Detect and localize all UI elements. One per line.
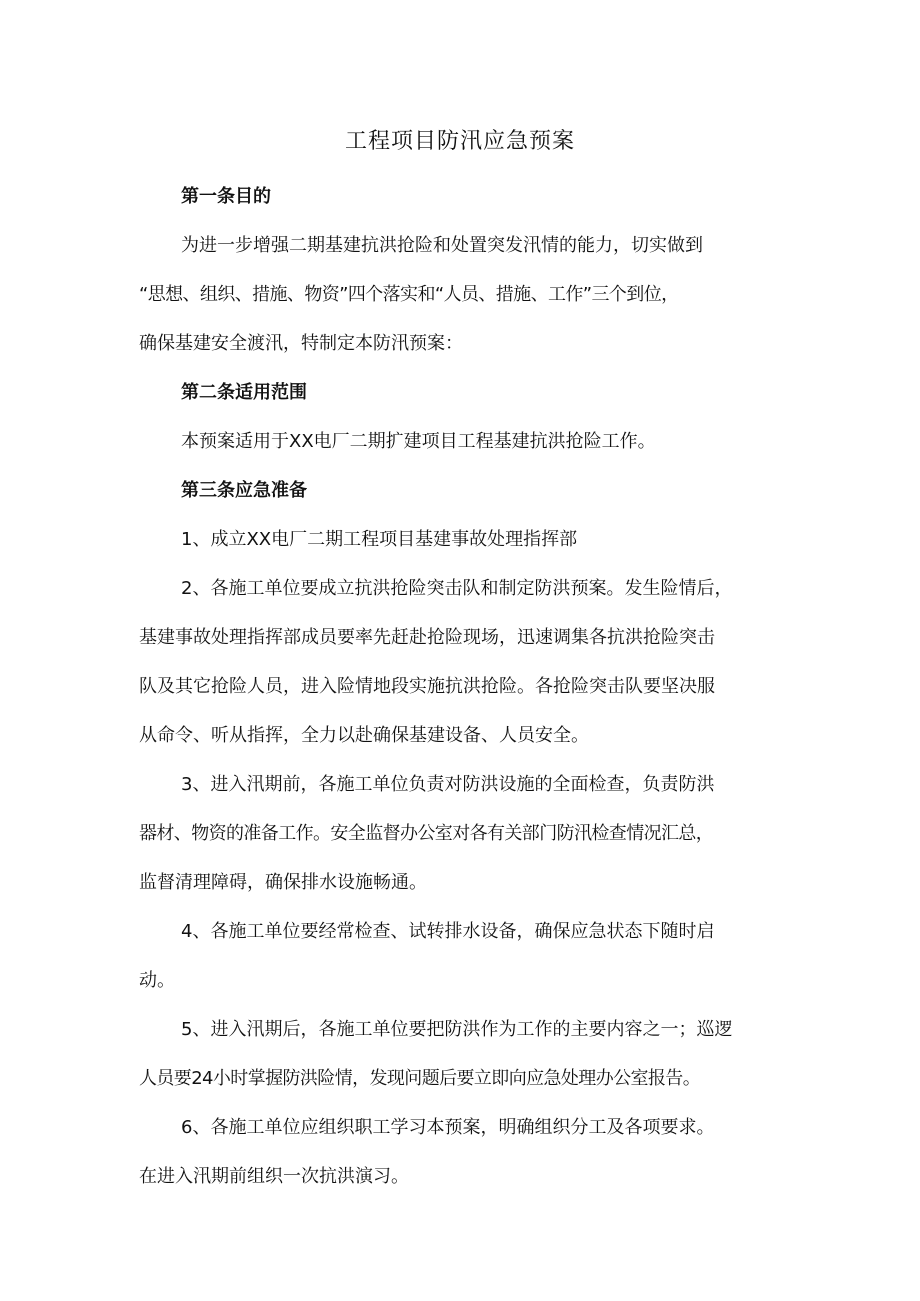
paragraph-line: 5、进入汛期后，各施工单位要把防洪作为工作的主要内容之一；巡逻 bbox=[181, 1019, 733, 1040]
paragraph-line: 人员要24小时掌握防洪险情，发现问题后要立即向应急处理办公室报告。 bbox=[139, 1068, 701, 1089]
paragraph-line: 器材、物资的准备工作。安全监督办公室对各有关部门防汛检查情况汇总， bbox=[139, 823, 714, 844]
paragraph-line: 为进一步增强二期基建抗洪抢险和处置突发汛情的能力，切实做到 bbox=[181, 235, 703, 256]
paragraph bbox=[139, 564, 799, 760]
paragraph-line: 动。 bbox=[139, 970, 175, 991]
paragraph bbox=[139, 760, 799, 907]
paragraph-line: 2、各施工单位要成立抗洪抢险突击队和制定防洪预案。发生险情后， bbox=[181, 578, 733, 599]
paragraph-line: 在进入汛期前组织一次抗洪演习。 bbox=[139, 1166, 409, 1187]
paragraph bbox=[139, 417, 799, 466]
paragraph bbox=[139, 907, 799, 1005]
paragraph-line: 队及其它抢险人员，进入险情地段实施抗洪抢险。各抢险突击队要坚决服 bbox=[139, 676, 715, 697]
document-title: 工程项目防汛应急预案 bbox=[344, 129, 575, 154]
paragraph-line: 6、各施工单位应组织职工学习本预案，明确组织分工及各项要求。 bbox=[181, 1117, 715, 1138]
paragraph bbox=[139, 221, 799, 368]
section-heading: 第一条目的 bbox=[181, 186, 271, 207]
paragraph-line: 从命令、听从指挥，全力以赴确保基建设备、人员安全。 bbox=[139, 725, 589, 746]
paragraph bbox=[139, 1005, 799, 1103]
paragraph bbox=[139, 1103, 799, 1201]
paragraph bbox=[139, 515, 799, 564]
paragraph-line: 基建事故处理指挥部成员要率先赶赴抢险现场，迅速调集各抗洪抢险突击 bbox=[139, 627, 715, 648]
paragraph-line: 监督清理障碍，确保排水设施畅通。 bbox=[139, 872, 427, 893]
paragraph-line: 3、进入汛期前，各施工单位负责对防洪设施的全面检查，负责防洪 bbox=[181, 774, 715, 795]
paragraph-line: 4、各施工单位要经常检查、试转排水设备，确保应急状态下随时启 bbox=[181, 921, 715, 942]
section-heading: 第二条适用范围 bbox=[181, 382, 307, 403]
paragraph-line: “思想、组织、措施、物资”四个落实和“人员、措施、工作”三个到位， bbox=[139, 284, 679, 305]
paragraph-line: 本预案适用于XX电厂二期扩建项目工程基建抗洪抢险工作。 bbox=[181, 431, 656, 452]
paragraph-line: 1、成立XX电厂二期工程项目基建事故处理指挥部 bbox=[181, 529, 578, 550]
section-heading: 第三条应急准备 bbox=[181, 480, 307, 501]
paragraph-line: 确保基建安全渡汛，特制定本防汛预案： bbox=[139, 333, 463, 354]
